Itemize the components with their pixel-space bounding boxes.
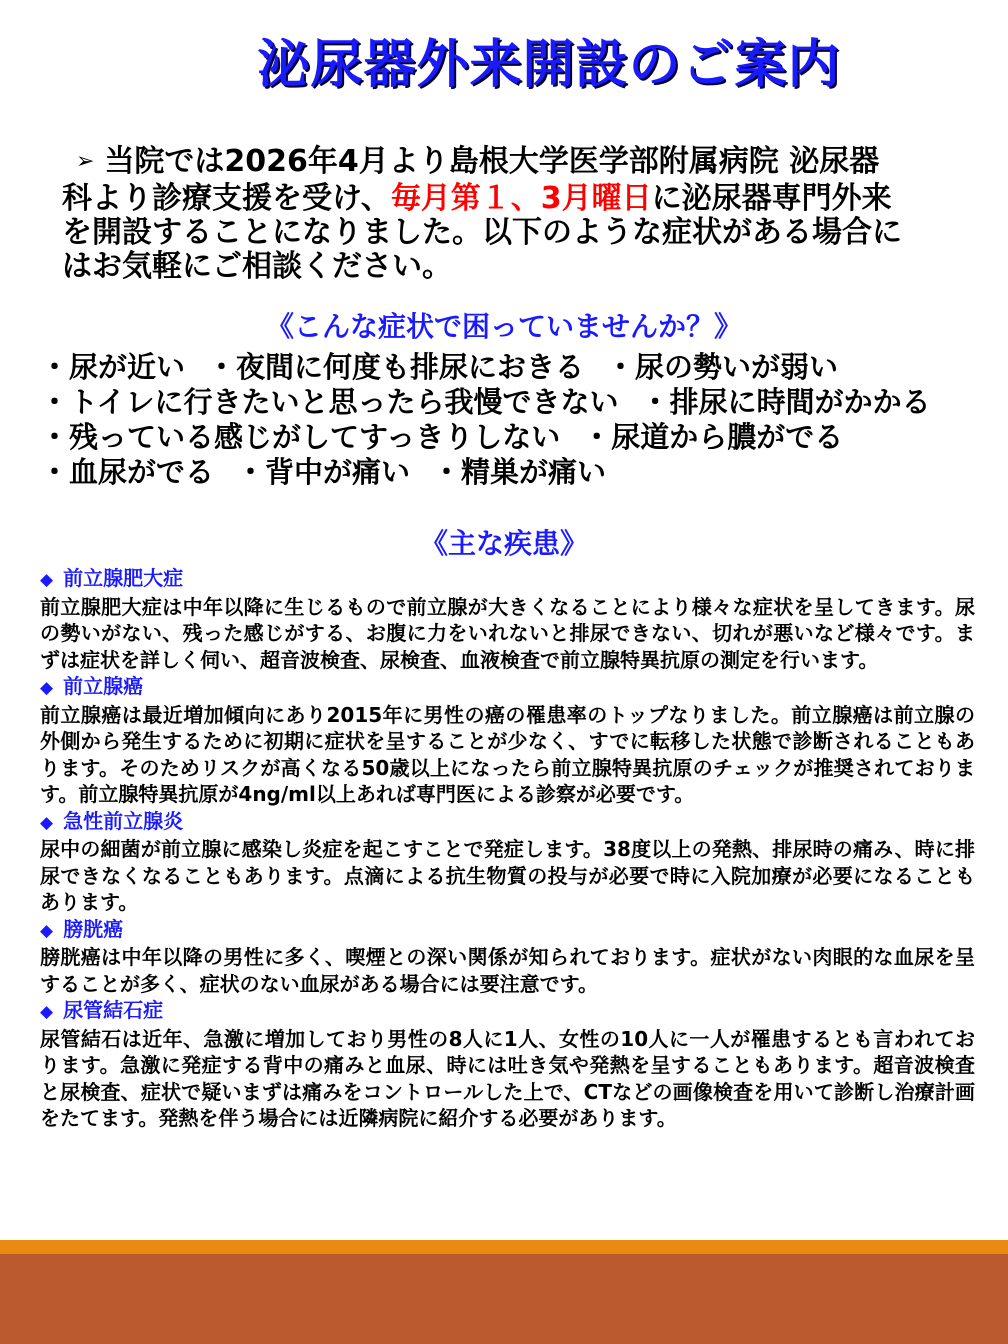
diamond-bullet-icon: ◆	[40, 570, 54, 590]
intro-line-2-pre: 科より診療支援を受け、	[62, 181, 391, 216]
intro-paragraph	[62, 145, 962, 284]
diamond-bullet-icon: ◆	[40, 1002, 54, 1022]
symptom-row	[40, 350, 990, 385]
disease-name: ◆ 膀胱癌	[40, 916, 124, 941]
page-title: 泌尿器外来開設のご案内	[257, 35, 841, 95]
intro-line-4: はお気軽にご相談ください。	[62, 249, 452, 284]
diseases-list	[40, 565, 975, 1132]
symptom-item: ・トイレに行きたいと思ったら我慢できない	[40, 385, 619, 419]
symptom-row	[40, 455, 990, 490]
diseases-heading: 《主な疾患》	[419, 527, 588, 560]
disease-name: ◆ 前立腺肥大症	[40, 566, 184, 590]
intro-line-1: 当院では2026年4月より島根大学医学部附属病院 泌尿器	[104, 144, 880, 179]
diamond-bullet-icon: ◆	[40, 920, 54, 941]
symptoms-list	[40, 350, 990, 490]
clinic-schedule-highlight: 毎月第１、3月曜日	[390, 181, 652, 216]
intro-line-2-post: に泌尿器専門外来	[651, 181, 892, 216]
disease-description: 尿中の細菌が前立腺に感染し炎症を起こすことで発症します。38度以上の発熱、排尿時の痛み、時に排尿できなくなることもあります。点滴による抗生物質の投与が必要で時に入院加療が必要になることもあります。	[40, 837, 975, 914]
symptom-item: ・尿道から膿がでる	[582, 420, 844, 454]
footer-stripe	[0, 1240, 1008, 1254]
disease-description: 前立腺癌は最近増加傾向にあり2015年に男性の癌の罹患率のトップなりました。前立腺癌は前立腺の外側から発生するために初期に症状を呈することが少なく、すでに転移した状態で診断されることもあります。そのためリスクが高くなる50歳以上になったら前立腺特異抗原のチェックが推奨されております。前立腺特異抗原が4ng/ml以上あれば専門医による診察が必要です。	[40, 702, 975, 806]
disease-description: 前立腺肥大症は中年以降に生じるもので前立腺が大きくなることにより様々な症状を呈してきます。尿の勢いがない、残った感じがする、お腹に力をいれないと排尿できない、切れが悪いなど様々です。まずは症状を詳しく伺い、超音波検査、尿検査、血液検査で前立腺特異抗原の測定を行います。	[40, 594, 975, 672]
intro-line-3: を開設することになりました。以下のような症状がある場合に	[62, 215, 902, 250]
symptom-item: ・尿が近い	[40, 350, 186, 384]
footer-band	[0, 1254, 1008, 1344]
disease-name: ◆ 急性前立腺炎	[40, 808, 184, 833]
disease-description: 膀胱癌は中年以降の男性に多く、喫煙との深い関係が知られております。症状がない肉眼的な血尿を呈することが多く、症状のない血尿がある場合には要注意です。	[40, 945, 975, 996]
symptom-item: ・排尿に時間がかかる	[640, 385, 931, 419]
symptom-item: ・血尿がでる	[40, 455, 215, 489]
disease-description: 尿管結石は近年、急激に増加しており男性の8人に1人、女性の10人に一人が罹患するとも言われております。急激に発症する背中の痛みと血尿、時には吐き気や発熱を呈することもあります。超音波検査と尿検査、症状で疑いまずは痛みをコントロールした上で、CTなどの画像検査を用いて診断し治療計画をたてます。発熱を伴う場合には近隣病院に紹介する必要があります。	[40, 1026, 975, 1130]
symptom-item: ・尿の勢いが弱い	[606, 350, 839, 384]
symptom-item: ・背中が痛い	[236, 455, 411, 489]
symptom-row	[40, 385, 990, 420]
diamond-bullet-icon: ◆	[40, 812, 54, 833]
disease-name: ◆ 尿管結石症	[40, 998, 164, 1022]
diamond-bullet-icon: ◆	[40, 678, 54, 698]
symptom-item: ・残っている感じがしてすっきりしない	[40, 420, 561, 454]
arrow-bullet-icon: ➢	[76, 149, 95, 174]
symptom-item: ・夜間に何度も排尿におきる	[207, 350, 585, 384]
symptom-row	[40, 420, 990, 455]
symptom-item: ・精巣が痛い	[432, 455, 607, 489]
disease-name: ◆ 前立腺癌	[40, 674, 144, 698]
symptoms-heading: 《こんな症状で困っていませんか？》	[265, 310, 742, 343]
